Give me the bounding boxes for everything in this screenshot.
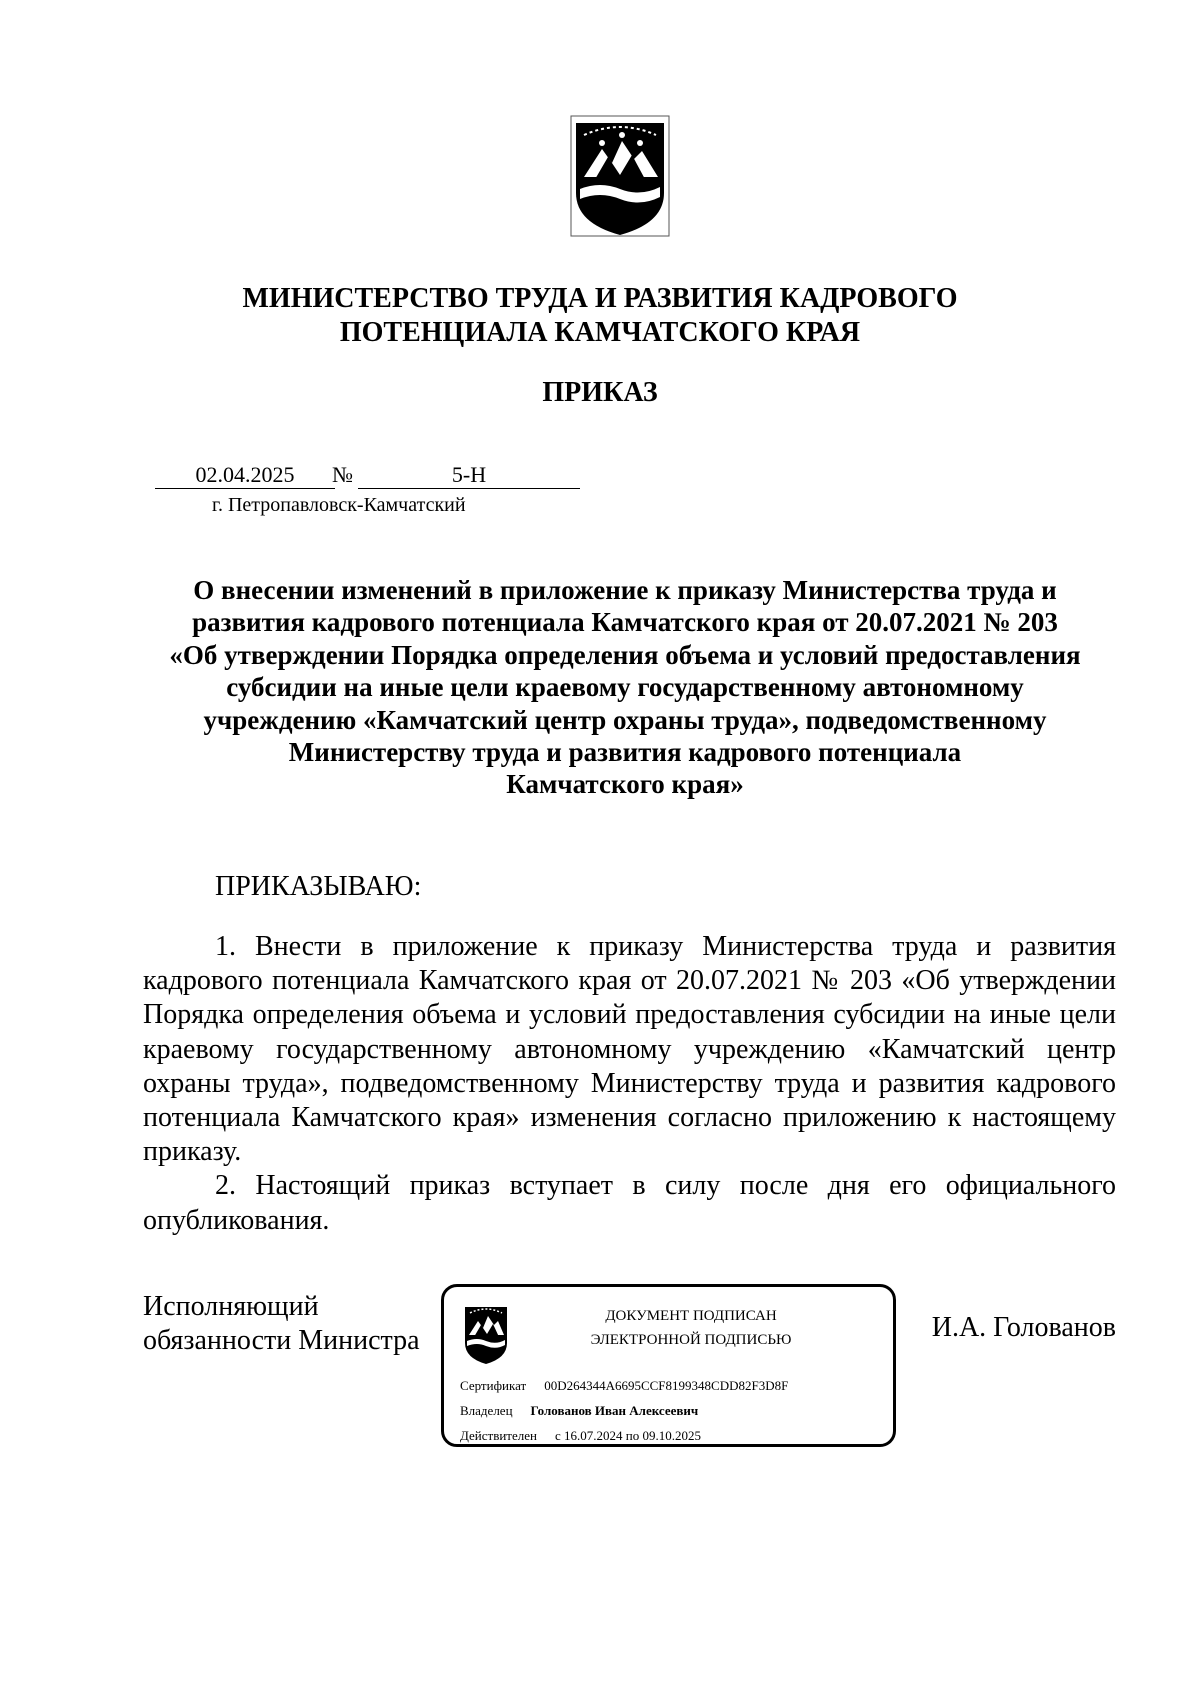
subject-line: учреждению «Камчатский центр охраны труда», подведомственному: [203, 704, 1047, 735]
stamp-validity-label: Действителен: [460, 1428, 537, 1443]
organization-title-line1: МИНИСТЕРСТВО ТРУДА И РАЗВИТИЯ КАДРОВОГО: [242, 283, 958, 314]
kamchatka-coat-of-arms-icon: [570, 115, 670, 237]
organization-title: [100, 282, 1100, 350]
signatory-role-line2: обязанности Министра: [143, 1325, 420, 1356]
subject-line: Министерству труда и развития кадрового потенциала: [288, 737, 962, 768]
stamp-validity-row: [460, 1427, 701, 1445]
order-item-1: 1. Внести в приложение к приказу Министерства труда и развития кадрового потенциала Камчатского края от 20.07.2021 № 203 «Об утверждении Порядка определения объема и условий предоставления субсидии на иные цели краевому государственному автономному учреждению «Камчатский центр охраны труда», подведомственному Министерству труда и развития кадрового потенциала Камчатского края» изменения согласно приложению к настоящему приказу.: [143, 931, 1116, 1168]
stamp-owner-value: Голованов Иван Алексеевич: [530, 1403, 699, 1418]
subject-line: Камчатского края»: [506, 769, 744, 800]
signatory-role-line1: Исполняющий: [143, 1291, 319, 1322]
stamp-owner-row: [460, 1402, 698, 1420]
document-type: ПРИКАЗ: [542, 377, 658, 408]
subject-line: О внесении изменений в приложение к приказу Министерства труда и: [193, 575, 1057, 605]
organization-title-line2: ПОТЕНЦИАЛА КАМЧАТСКОГО КРАЯ: [339, 317, 861, 348]
electronic-signature-stamp: [441, 1284, 896, 1447]
subject-line: субсидии на иные цели краевому государственному автономному: [226, 672, 1024, 703]
order-body: [143, 930, 1116, 1238]
registration-number-sign: №: [332, 462, 353, 487]
registration-number: 5-Н: [358, 462, 580, 489]
stamp-title-line2: ЭЛЕКТРОННОЙ ПОДПИСЬЮ: [590, 1332, 792, 1348]
stamp-certificate-row: [460, 1377, 788, 1395]
document-subject: [130, 574, 1120, 801]
order-item-2: 2. Настоящий приказ вступает в силу после дня его официального опубликования.: [143, 1170, 1116, 1236]
stamp-certificate-label: Сертификат: [460, 1378, 527, 1393]
stamp-coat-of-arms-icon: [462, 1303, 510, 1365]
stamp-owner-label: Владелец: [460, 1403, 513, 1418]
registration-place: г. Петропавловск-Камчатский: [212, 494, 466, 516]
stamp-title-line1: ДОКУМЕНТ ПОДПИСАН: [605, 1308, 777, 1324]
subject-line: «Об утверждении Порядка определения объема и условий предоставления: [169, 639, 1081, 670]
stamp-validity-value: с 16.07.2024 по 09.10.2025: [554, 1428, 701, 1443]
signatory-role: [143, 1290, 420, 1358]
signatory-name: И.А. Голованов: [931, 1312, 1116, 1343]
order-directive: ПРИКАЗЫВАЮ:: [215, 871, 422, 902]
stamp-title: [516, 1304, 866, 1352]
registration-date: 02.04.2025: [155, 462, 335, 489]
subject-line: развития кадрового потенциала Камчатского края от 20.07.2021 № 203: [192, 607, 1058, 638]
stamp-certificate-value: 00D264344A6695CCF8199348CDD82F3D8F: [544, 1378, 789, 1393]
